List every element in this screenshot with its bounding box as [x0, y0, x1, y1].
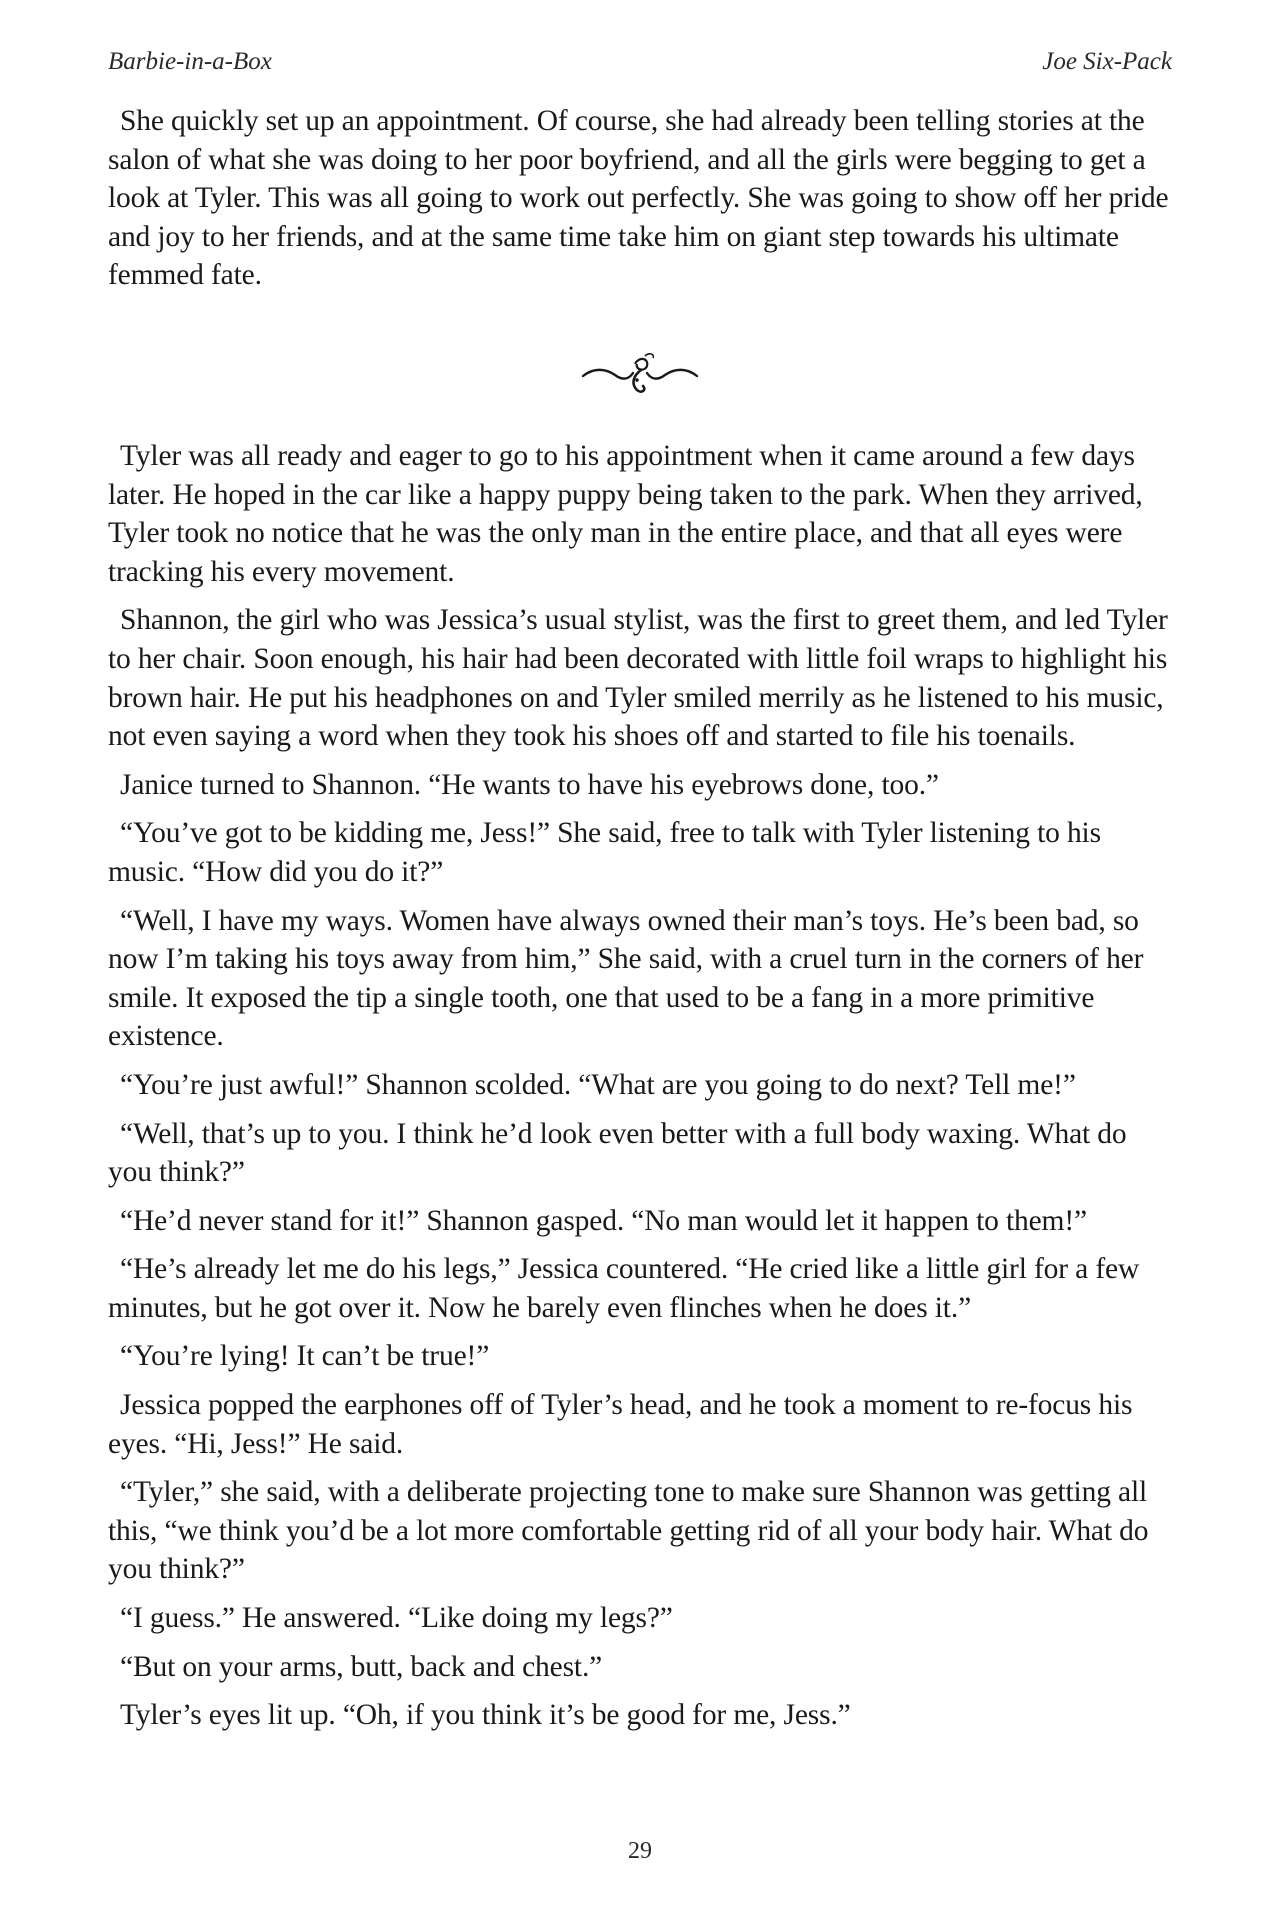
book-title: Barbie-in-a-Box [108, 48, 272, 75]
paragraph: Tyler was all ready and eager to go to his appointment when it came around a few days later. He hoped in the car like a happy puppy being taken to the park. When they arrived, Tyler took no notice that he was the only man in the entire place, and that all eyes were tracking his every movement. [108, 440, 1143, 588]
paragraph: “Well, that’s up to you. I think he’d look even better with a full body waxing. What do you think?” [108, 1117, 1127, 1189]
running-header [108, 48, 1172, 88]
paragraph: “You’re just awful!” Shannon scolded. “What are you going to do next? Tell me!” [120, 1068, 1076, 1101]
paragraph: Jessica popped the earphones off of Tyler’s head, and he took a moment to re-focus his eyes. “Hi, Jess!” He said. [108, 1389, 1133, 1460]
scroll-flourish-icon [575, 344, 705, 404]
page-number: 29 [628, 1838, 652, 1864]
paragraph: “He’d never stand for it!” Shannon gasped. “No man would let it happen to them!” [120, 1204, 1087, 1237]
paragraph: Shannon, the girl who was Jessica’s usual stylist, was the first to greet them, and led Tyler to her chair. Soon enough, his hair had been decorated with little foil wraps to highlight his brown hair. He put his headphones on and Tyler smiled merrily as he listened to his music, not even saying a word when they took his shoes off and started to file his toenails. [108, 604, 1168, 753]
paragraph: Janice turned to Shannon. “He wants to have his eyebrows done, too.” [120, 768, 939, 801]
paragraph: “You’re lying! It can’t be true!” [120, 1340, 490, 1373]
paragraph: “But on your arms, butt, back and chest.” [120, 1650, 603, 1683]
main-section [108, 437, 1172, 1745]
paragraph: “I guess.” He answered. “Like doing my legs?” [120, 1602, 673, 1635]
paragraph: Tyler’s eyes lit up. “Oh, if you think it’s be good for me, Jess.” [120, 1699, 851, 1732]
top-section [108, 102, 1172, 305]
paragraph: “He’s already let me do his legs,” Jessica countered. “He cried like a little girl for a few minutes, but he got over it. Now he barely even flinches when he does it.” [108, 1253, 1140, 1324]
paragraph: She quickly set up an appointment. Of course, she had already been telling stories at the salon of what she was doing to her poor boyfriend, and all the girls were begging to get a look at Tyler. This was all going to work out perfectly. She was going to show off her pride and joy to her friends, and at the same time take him on giant step towards his ultimate femmed fate. [108, 105, 1169, 292]
paragraph: “Well, I have my ways. Women have always owned their man’s toys. He’s been bad, so now I’m taking his toys away from him,” She said, with a cruel turn in the corners of her smile. It exposed the tip a single tooth, one that used to be a fang in a more primitive existence. [108, 904, 1144, 1053]
section-break [0, 344, 1280, 404]
paragraph: “Tyler,” she said, with a deliberate projecting tone to make sure Shannon was getting all this, “we think you’d be a lot more comfortable getting rid of all your body hair. What do you think?” [108, 1476, 1149, 1586]
chapter-title: Joe Six-Pack [1042, 48, 1172, 75]
paragraph: “You’ve got to be kidding me, Jess!” She said, free to talk with Tyler listening to his music. “How did you do it?” [108, 817, 1101, 888]
